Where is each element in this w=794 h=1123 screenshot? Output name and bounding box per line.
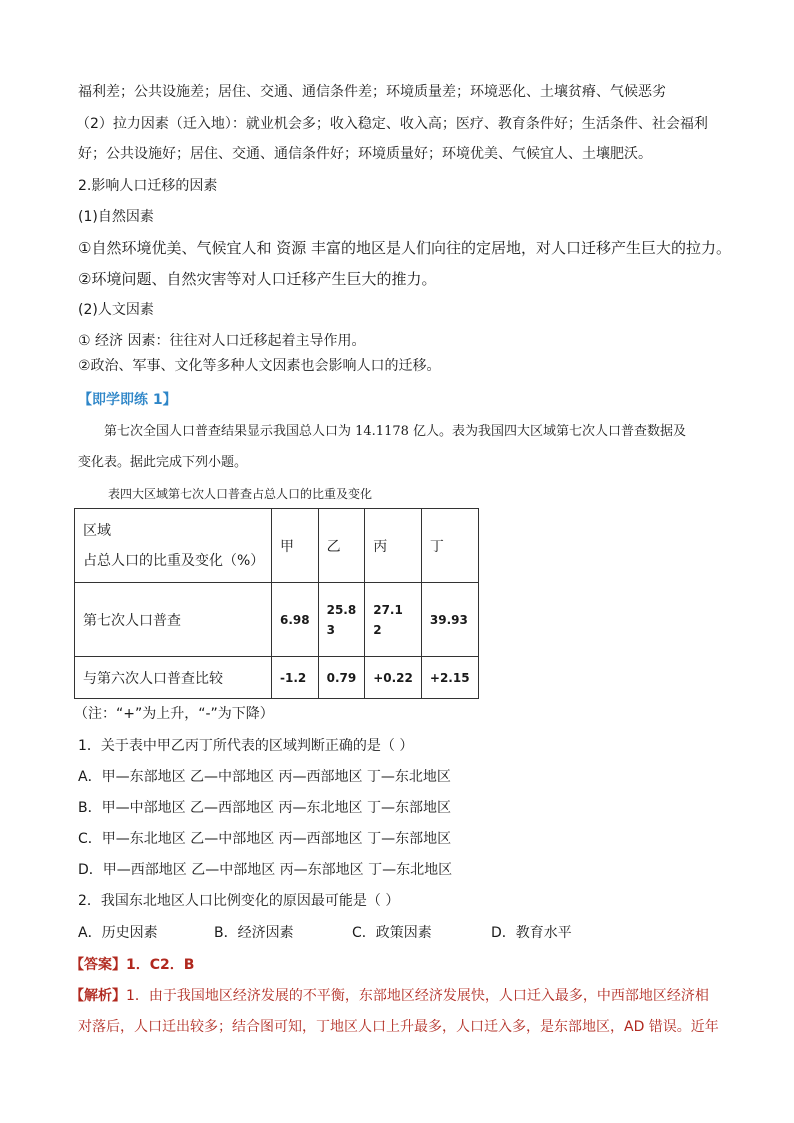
answer-label: 【答案】	[70, 957, 126, 973]
row-label-seventh-census: 第七次人口普查	[75, 583, 272, 657]
header-label-region: 区域	[83, 522, 111, 539]
cell-ding-change: +2.15	[421, 657, 478, 699]
cell-bing-share: 27.1 2	[365, 583, 422, 657]
analysis-line1	[70, 986, 709, 1006]
column-header-jia: 甲	[272, 509, 319, 583]
practice-intro-line2: 变化表。据此完成下列小题。	[78, 455, 248, 470]
question-1-option-c: C．甲—东北地区 乙—中部地区 丙—西部地区 丁—东部地区	[78, 831, 452, 847]
human-factor-2: ②政治、军事、文化等多种人文因素也会影响人口的迁移。	[78, 358, 441, 374]
pull-factors-line1: （2）拉力因素（迁入地）：就业机会多；收入稳定、收入高；医疗、教育条件好；生活条件、社会福利	[76, 116, 708, 132]
cell-yi-change: 0.79	[318, 657, 365, 699]
row-label-change: 与第六次人口普查比较	[75, 657, 272, 699]
analysis-line2: 对落后，人口迁出较多；结合图可知，丁地区人口上升最多，人口迁入多，是东部地区，AD 错误。近年	[78, 1019, 719, 1035]
cell-yi-share: 25.8 3	[318, 583, 365, 657]
answer-line	[70, 955, 194, 975]
column-header-yi: 乙	[318, 509, 365, 583]
analysis-text-1: 1．由于我国地区经济发展的不平衡，东部地区经济发展快，人口迁入最多，中西部地区经济相	[126, 988, 709, 1004]
natural-factors-title: (1)自然因素	[78, 209, 154, 225]
table-header-label	[75, 509, 272, 583]
table-note: （注：“+”为上升，“-”为下降）	[74, 706, 274, 722]
question-2-option-a: A．历史因素	[78, 925, 158, 941]
practice-intro-line1: 第七次全国人口普查结果显示我国总人口为 14.1178 亿人。表为我国四大区域第七次人口普查数据及	[104, 424, 687, 439]
question-2: 2．我国东北地区人口比例变化的原因最可能是（ ）	[78, 893, 400, 909]
question-2-option-d: D．教育水平	[491, 925, 572, 941]
question-2-option-b: B．经济因素	[214, 925, 294, 941]
pull-factors-line2: 好；公共设施好；居住、交通、通信条件好；环境质量好；环境优美、气候宜人、土壤肥沃。	[78, 146, 652, 162]
column-header-ding: 丁	[421, 509, 478, 583]
human-factor-1: ① 经济 因素：往往对人口迁移起着主导作用。	[78, 333, 366, 349]
header-label-share: 占总人口的比重及变化（%）	[83, 552, 265, 569]
analysis-label: 【解析】	[70, 988, 126, 1004]
column-header-bing: 丙	[365, 509, 422, 583]
cell-ding-share: 39.93	[421, 583, 478, 657]
section-heading: 2.影响人口迁移的因素	[78, 178, 218, 194]
natural-factor-1: ①自然环境优美、气候宜人和 资源 丰富的地区是人们向往的定居地，对人口迁移产生巨大的拉力。	[78, 239, 731, 257]
cell-jia-share: 6.98	[272, 583, 319, 657]
human-factors-title: (2)人文因素	[78, 302, 154, 318]
question-1-option-a: A．甲—东部地区 乙—中部地区 丙—西部地区 丁—东北地区	[78, 769, 451, 785]
natural-factor-2: ②环境问题、自然灾害等对人口迁移产生巨大的推力。	[78, 270, 437, 288]
table-row	[75, 583, 479, 657]
cell-bing-change: +0.22	[365, 657, 422, 699]
question-1-option-b: B．甲—中部地区 乙—西部地区 丙—东北地区 丁—东部地区	[78, 800, 451, 816]
population-table	[74, 508, 479, 699]
answer-text: 1．C2．B	[126, 957, 195, 973]
table-caption: 表四大区域第七次人口普查占总人口的比重及变化	[108, 487, 373, 501]
table-row	[75, 657, 479, 699]
question-2-option-c: C．政策因素	[352, 925, 432, 941]
table-header-row	[75, 509, 479, 583]
practice-tag: 【即学即练 1】	[78, 392, 177, 408]
question-1: 1．关于表中甲乙丙丁所代表的区域判断正确的是（ ）	[78, 738, 414, 754]
cell-jia-change: -1.2	[272, 657, 319, 699]
question-1-option-d: D．甲—西部地区 乙—中部地区 丙—东部地区 丁—东北地区	[78, 862, 453, 878]
push-factors-tail: 福利差；公共设施差；居住、交通、通信条件差；环境质量差；环境恶化、土壤贫瘠、气候恶劣	[78, 84, 666, 100]
